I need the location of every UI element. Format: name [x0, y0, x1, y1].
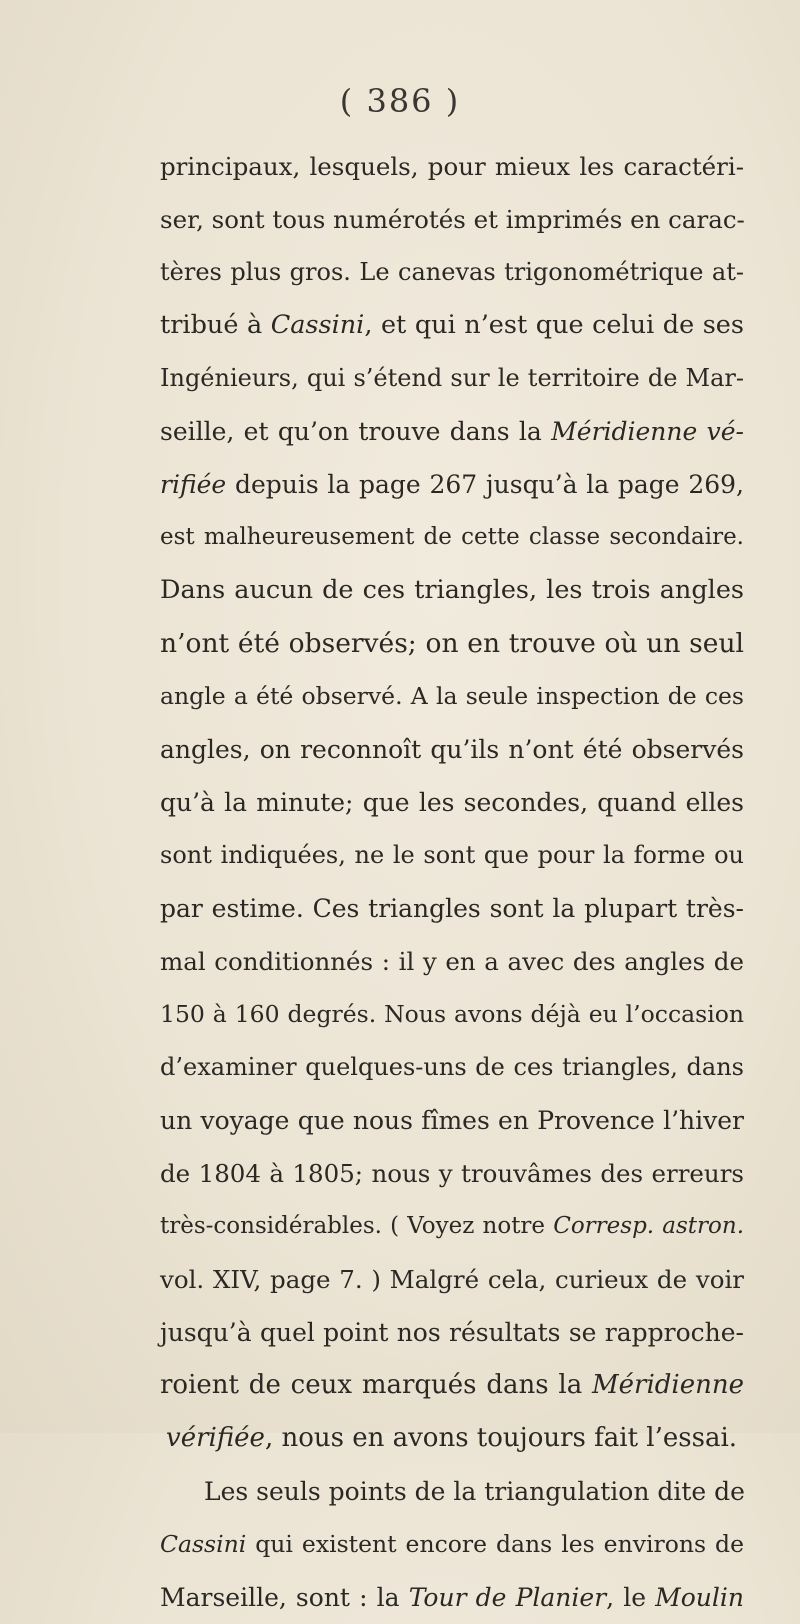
text-line	[160, 1041, 744, 1094]
text-run: n’ont été observés; on en trouve où un seul	[160, 628, 744, 659]
text-run: qui existent encore dans les environs de	[246, 1530, 744, 1558]
text-run: tribué à	[160, 310, 271, 340]
text-run: Ingénieurs, qui s’étend sur le territoire de Mar-	[160, 364, 744, 392]
italic-text: Tour de Planier	[408, 1583, 607, 1612]
text-line	[160, 723, 744, 776]
text-line	[160, 1253, 744, 1306]
text-run: roient de ceux marqués dans la	[160, 1370, 593, 1400]
body-text	[160, 140, 744, 1624]
text-run: 150 à 160 degrés. Nous avons déjà eu l’occasion	[160, 1000, 744, 1028]
text-run: Dans aucun de ces triangles, les trois angles	[160, 575, 744, 605]
text-run: mal conditionnés : il y en a avec des angles de	[160, 947, 744, 976]
text-run: angle a été observé. A la seule inspection de ces	[160, 682, 744, 710]
text-line	[160, 352, 744, 405]
text-line	[160, 670, 744, 723]
text-run: très-considérables. ( Voyez notre	[160, 1213, 554, 1239]
italic-text: Méridienne	[592, 1370, 744, 1400]
text-line	[160, 1518, 744, 1571]
text-line	[160, 988, 744, 1041]
text-run: vol. XIV, page 7. ) Malgré cela, curieux de voir	[160, 1265, 744, 1294]
text-line	[160, 1094, 744, 1147]
text-line	[160, 246, 744, 299]
text-line	[160, 882, 744, 935]
text-run: , et qui n’est que celui de ses	[364, 310, 744, 340]
text-line	[160, 1412, 744, 1465]
text-line	[160, 617, 744, 670]
text-run: principaux, lesquels, pour mieux les caractéri-	[160, 152, 744, 181]
text-line	[160, 829, 744, 882]
text-run: tères plus gros. Le canevas trigonométrique at-	[160, 258, 744, 286]
text-run: Marseille, sont : la	[160, 1583, 409, 1612]
text-line	[160, 458, 744, 511]
text-run: sont indiquées, ne le sont que pour la forme ou	[160, 841, 744, 869]
text-line	[160, 193, 744, 246]
text-run: jusqu’à quel point nos résultats se rapproche-	[160, 1318, 744, 1347]
italic-text: Moulin	[655, 1583, 744, 1612]
text-run: depuis la page 267 jusqu’à la page 269,	[226, 470, 744, 499]
text-run: Les seuls points de la triangulation dite de	[204, 1477, 745, 1506]
italic-text: rifiée	[160, 470, 227, 499]
text-run: de 1804 à 1805; nous y trouvâmes des erreurs	[160, 1159, 744, 1188]
text-run: un voyage que nous fîmes en Provence l’hiver	[160, 1106, 744, 1135]
text-run: ser, sont tous numérotés et imprimés en carac-	[160, 205, 745, 234]
text-line	[160, 1147, 744, 1200]
text-line	[160, 1465, 744, 1518]
text-line	[160, 1571, 744, 1624]
text-run: qu’à la minute; que les secondes, quand elles	[160, 788, 744, 817]
text-line	[160, 511, 744, 564]
page-number: ( 386 )	[339, 82, 461, 120]
italic-text: Corresp. astron.	[553, 1213, 744, 1239]
text-line	[160, 935, 744, 988]
text-run: par estime. Ces triangles sont la plupart très-	[160, 894, 744, 923]
text-line	[160, 1200, 744, 1253]
text-line	[160, 299, 744, 352]
text-run: seille, et qu’on trouve dans la	[160, 417, 552, 446]
text-run: angles, on reconnoît qu’ils n’ont été observés	[160, 735, 744, 764]
italic-text: Cassini	[270, 310, 365, 340]
text-line	[160, 1306, 744, 1359]
italic-text: Cassini	[160, 1530, 247, 1558]
text-line	[160, 776, 744, 829]
text-run: d’examiner quelques-uns de ces triangles, dans	[160, 1053, 744, 1081]
italic-text: Méridienne vé-	[551, 417, 744, 446]
text-line	[160, 1359, 744, 1412]
text-line	[160, 405, 744, 458]
text-run: , nous en avons toujours fait l’essai.	[264, 1423, 738, 1453]
text-run: , le	[606, 1583, 656, 1612]
text-run: est malheureusement de cette classe secondaire.	[160, 524, 744, 550]
italic-text: vérifiée	[166, 1423, 265, 1453]
text-line	[160, 564, 744, 617]
text-line	[160, 140, 744, 193]
